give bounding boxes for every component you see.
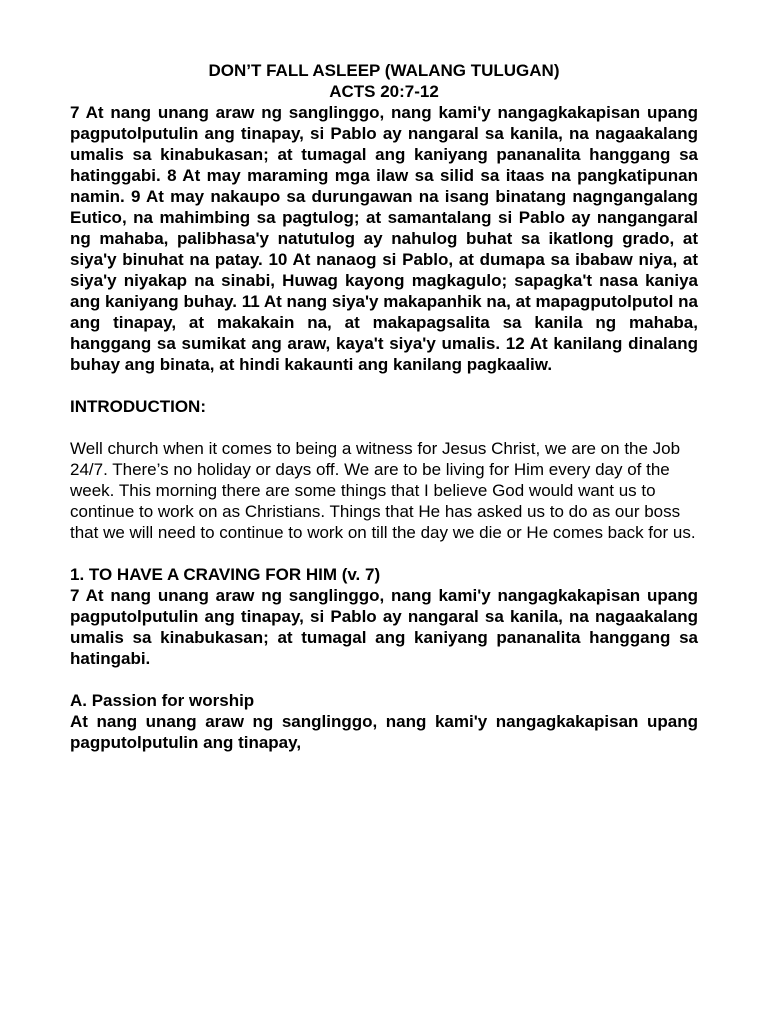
scripture-passage: 7 At nang unang araw ng sanglinggo, nang kami'y nangagkakapisan upang pagputolputulin ang tinapay, si Pablo ay nangaral sa kanila, na nagaakalang umalis sa kinabukasan; at tumagal ang kaniyang pananalita hanggang sa hatinggabi. 8 At may maraming mga ilaw sa silid sa itaas na pangkatipunan namin. 9 At may nakaupo sa durungawan na isang binatang nagngangalang Eutico, na mahimbing sa pagtulog; at samantalang si Pablo ay nangangaral ng mahaba, palibhasa'y natutulog ay nahulog buhat sa ikatlong grado, at siya'y binuhat na patay. 10 At nanaog si Pablo, at dumapa sa ibabaw niya, at siya'y niyakap na sinabi, Huwag kayong magkagulo; sapagka't nasa kaniya ang kaniyang buhay. 11 At nang siya'y makapanhik na, at mapagputolputol na ang tinapay, at makakain na, at makapagsalita sa kanila ng mahaba, hanggang sa sumikat ang araw, kaya't siya'y umalis. 12 At kanilang dinalang buhay ang binata, at hindi kakaunti ang kanilang pagkaaliw. <box>70 103 698 374</box>
subpoint-a-verse: At nang unang araw ng sanglinggo, nang kami'y nangagkakapisan upang pagputolputulin ang tinapay, <box>70 712 698 752</box>
section-spacer <box>70 375 698 396</box>
section-spacer <box>70 543 698 564</box>
introduction-heading: INTRODUCTION: <box>70 397 206 416</box>
section-spacer <box>70 669 698 690</box>
scripture-reference: ACTS 20:7-12 <box>329 82 439 101</box>
document-page <box>70 60 698 753</box>
point-1-verse: 7 At nang unang araw ng sanglinggo, nang kami'y nangagkakapisan upang pagputolputulin ang tinapay, si Pablo ay nangaral sa kanila, na nagaakalang umalis sa kinabukasan; at tumagal ang kaniyang pananalita hanggang sa hatingabi. <box>70 586 698 668</box>
point-1-heading: 1. TO HAVE A CRAVING FOR HIM (v. 7) <box>70 565 381 584</box>
subpoint-a-heading: A. Passion for worship <box>70 691 255 710</box>
document-title: DON’T FALL ASLEEP (WALANG TULUGAN) <box>208 61 560 80</box>
section-spacer <box>70 417 698 438</box>
introduction-text: Well church when it comes to being a witness for Jesus Christ, we are on the Job 24/7. There’s no holiday or days off. We are to be living for Him every day of the week. This morning there are some things that I believe God would want us to continue to work on as Christians. Things that He has asked us to do as our boss that we will need to continue to work on till the day we die or He comes back for us. <box>70 439 696 542</box>
